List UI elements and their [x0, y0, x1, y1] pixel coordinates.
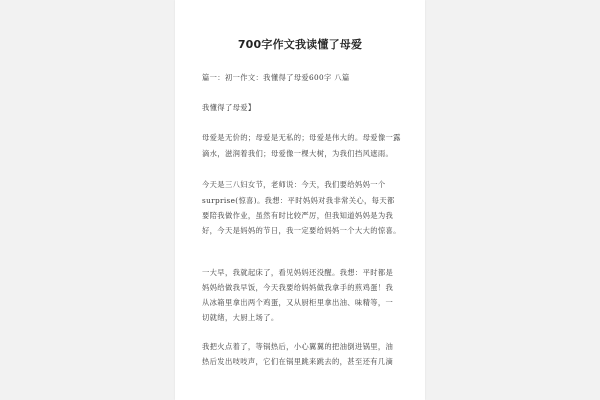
paragraph-2-line-2: surprise(惊喜)。我想：平时妈妈对我非常关心，每天都: [202, 196, 395, 205]
paragraph-3-line-2: 妈妈给做我早饭，今天我要给妈妈做我拿手的煎鸡蛋！我: [202, 283, 394, 292]
paragraph-3-line-3: 从冰箱里拿出两个鸡蛋，又从厨柜里拿出油、味精等，一: [202, 298, 394, 307]
document-page: [175, 0, 425, 400]
paragraph-3-line-1: 一大早，我就起床了，看见妈妈还没醒。我想：平时都是: [202, 268, 394, 277]
header-line: 篇一：初一作文：我懂得了母爱600字 八篇: [202, 73, 350, 82]
paragraph-2-line-3: 要陪我做作业，虽然有时比较严厉，但我知道妈妈是为我: [202, 211, 394, 220]
paragraph-3-line-4: 切就绪，大厨上场了。: [202, 313, 279, 322]
section-heading: 我懂得了母爱】: [202, 103, 256, 112]
paragraph-1-line-1: 母爱是无价的；母爱是无私的；母爱是伟大的。母爱像一露: [202, 133, 401, 142]
document-title: 700字作文我读懂了母爱: [237, 38, 363, 51]
paragraph-1-line-2: 滴水，滋润着我们；母爱像一棵大树，为我们挡风遮雨。: [202, 149, 394, 158]
paragraph-4-line-2: 热后发出吱吱声，它们在锅里跳来跳去的，甚至还有几滴: [202, 357, 394, 366]
paragraph-2-line-4: 好，今天是妈妈的节日，我一定要给妈妈一个大大的惊喜。: [202, 226, 401, 235]
paragraph-2-line-1: 今天是三八妇女节，老师说：今天，我们要给妈妈一个: [202, 180, 386, 189]
paragraph-4-line-1: 我把火点着了，等锅热后，小心翼翼的把油倒进锅里，油: [202, 342, 394, 351]
